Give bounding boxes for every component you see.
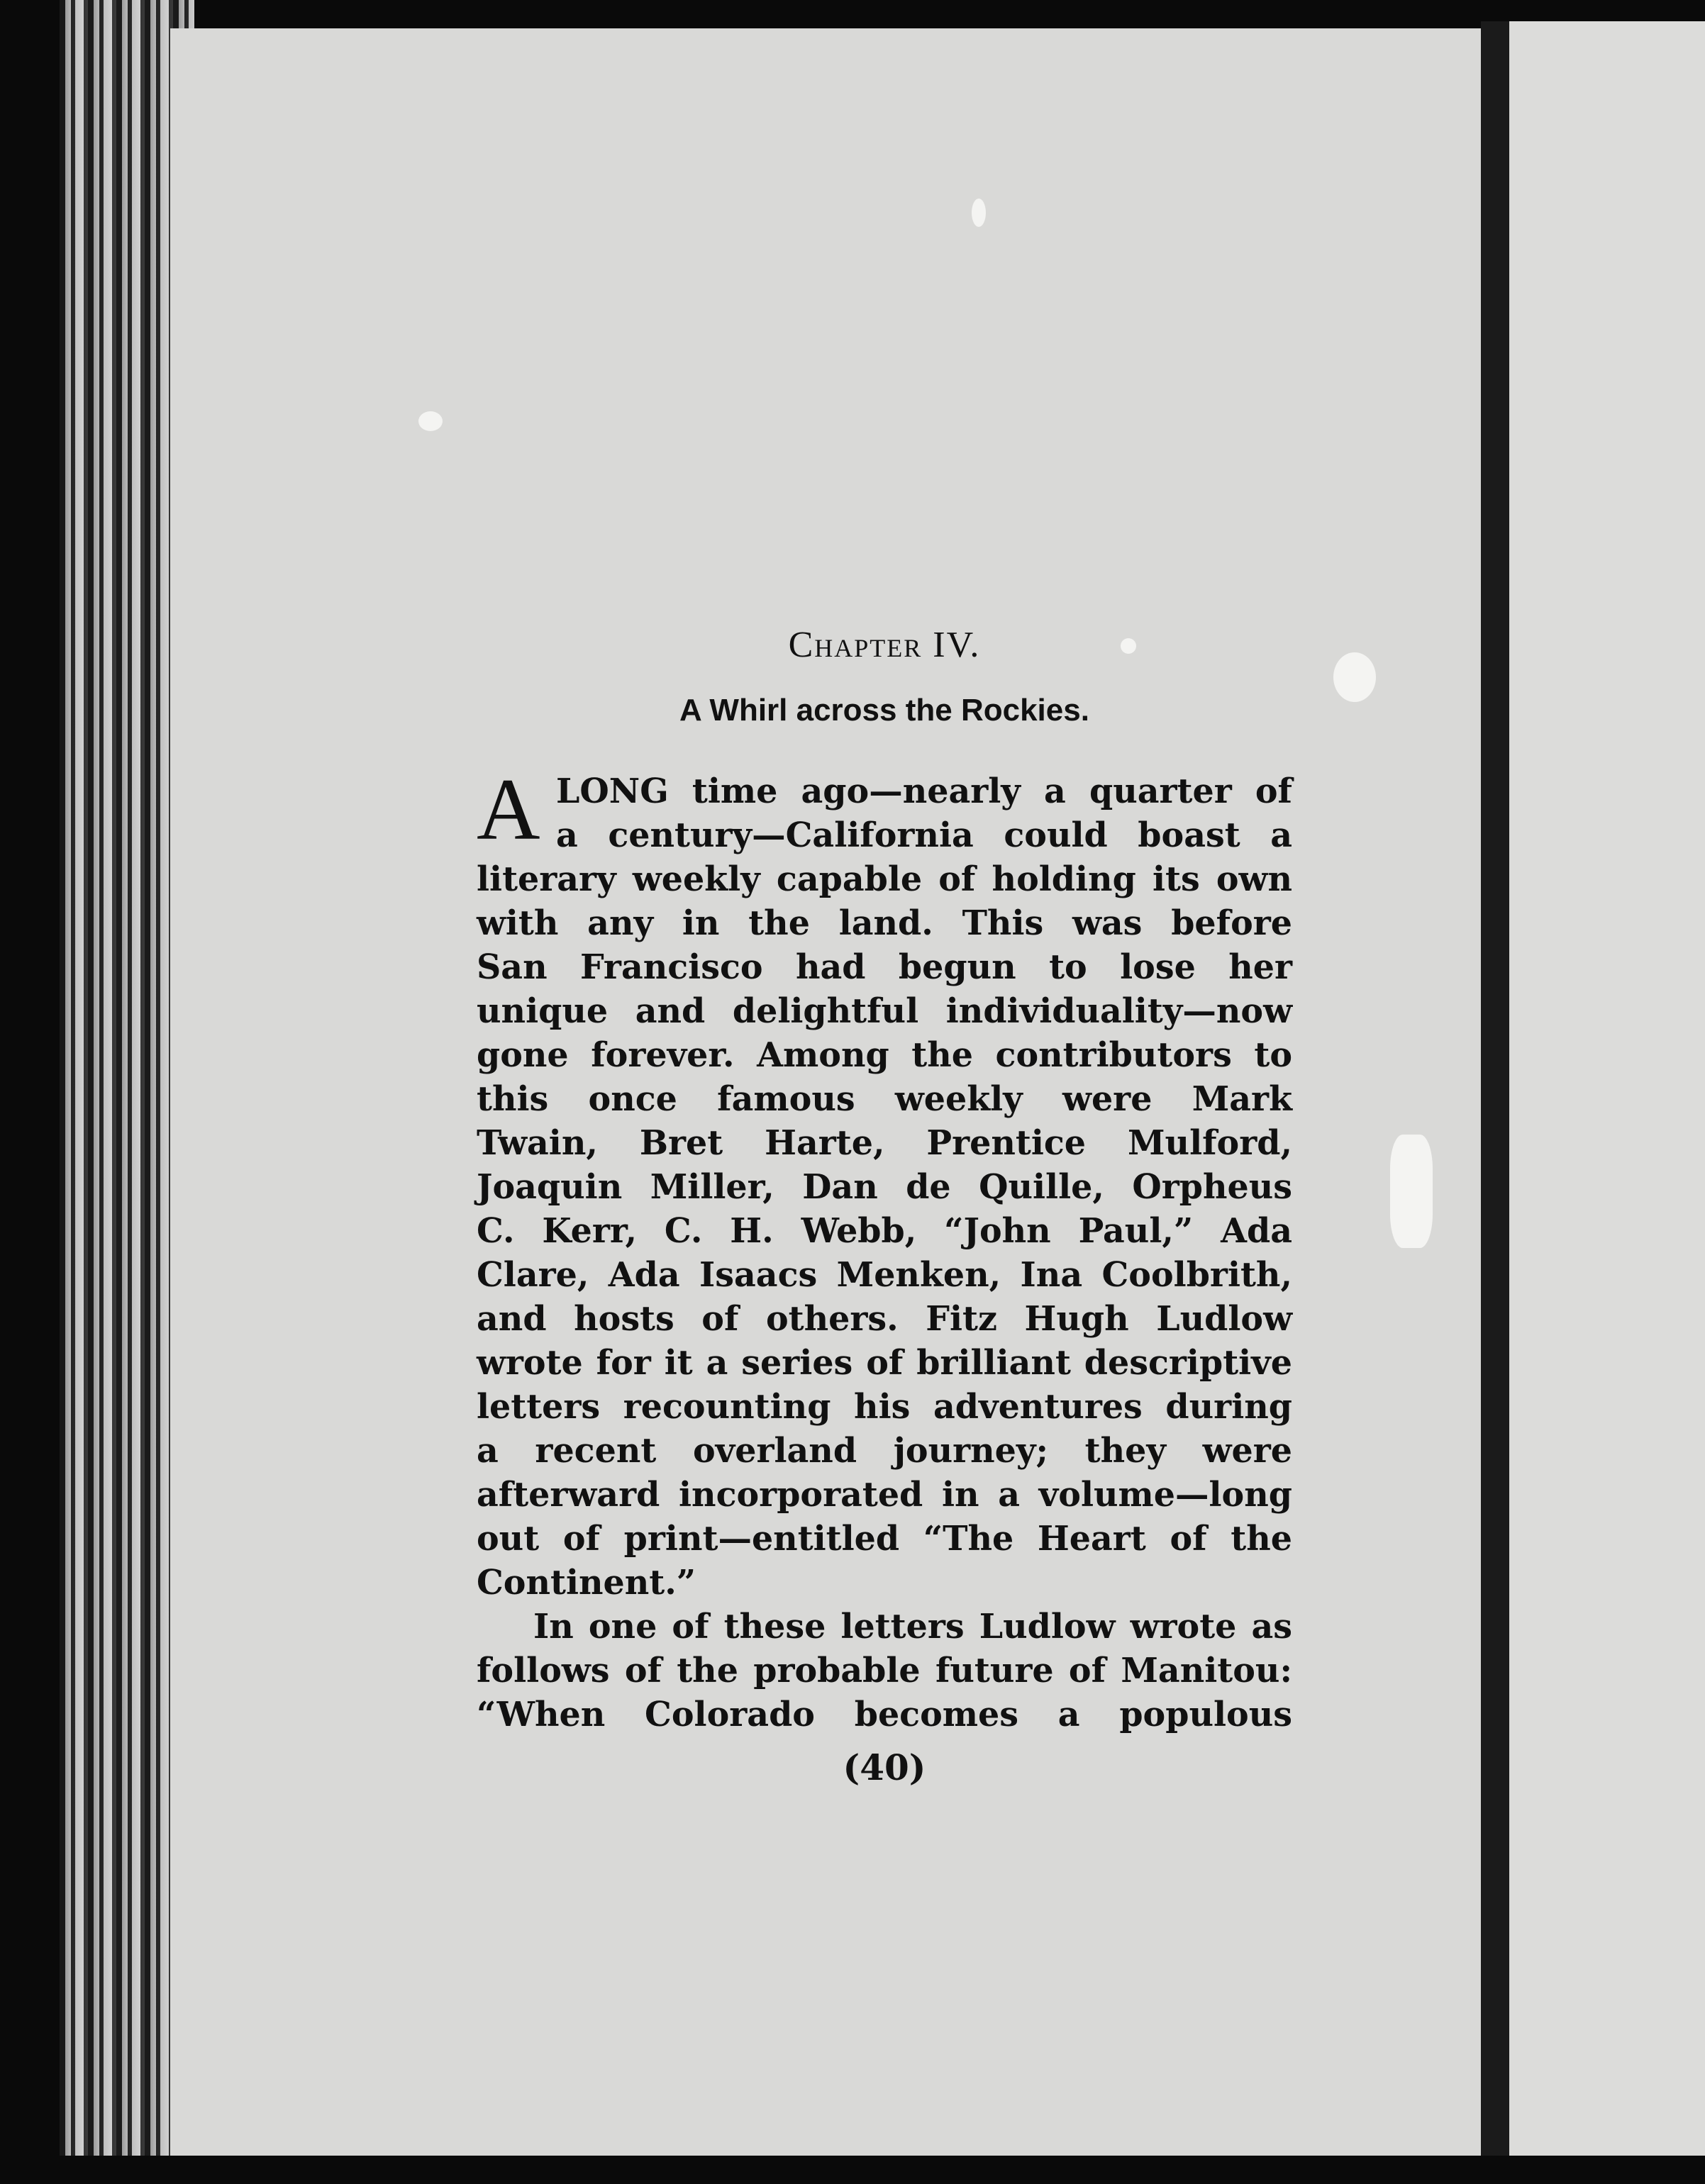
text-line: Joaquin Miller, Dan de Quille, Orpheus xyxy=(477,1167,1292,1207)
text-line: with any in the land. This was before xyxy=(477,903,1292,943)
text-line: follows of the probable future of Manitou: xyxy=(477,1651,1292,1690)
text-line: C. Kerr, C. H. Webb, “John Paul,” Ada xyxy=(477,1211,1292,1251)
scan-bottom-edge xyxy=(0,2156,1705,2184)
text-line: In one of these letters Ludlow wrote as xyxy=(533,1607,1292,1647)
text-line: a century—California could boast a xyxy=(556,815,1292,855)
page-number: (40) xyxy=(843,1746,926,1788)
page-text-block xyxy=(477,624,1292,1788)
scan-speck xyxy=(418,411,443,431)
text-line: San Francisco had begun to lose her xyxy=(477,947,1292,987)
text-line: letters recounting his adventures during xyxy=(477,1387,1292,1427)
text-line: gone forever. Among the contributors to xyxy=(477,1035,1292,1075)
scan-speck xyxy=(972,199,986,227)
text-line: wrote for it a series of brilliant descriptive xyxy=(477,1343,1292,1383)
text-line: Twain, Bret Harte, Prentice Mulford, xyxy=(477,1123,1292,1163)
text-line: afterward incorporated in a volume—long xyxy=(477,1475,1292,1515)
drop-cap: A xyxy=(477,761,540,858)
text-line: “When Colorado becomes a populous xyxy=(477,1695,1292,1734)
text-line: unique and delightful individuality—now xyxy=(477,991,1292,1031)
chapter-subtitle: A Whirl across the Rockies. xyxy=(679,693,1089,728)
scan-speck xyxy=(1390,1135,1433,1248)
text-line: literary weekly capable of holding its own xyxy=(477,859,1292,899)
paragraph-1 xyxy=(477,761,1292,1605)
text-line: Continent.” xyxy=(477,1563,696,1603)
text-line: a recent overland journey; they were xyxy=(477,1431,1292,1471)
facing-page-edge xyxy=(1509,21,1705,2184)
paragraph-2 xyxy=(477,1605,1292,1737)
text-line: Clare, Ada Isaacs Menken, Ina Coolbrith, xyxy=(477,1255,1292,1295)
text-line: and hosts of others. Fitz Hugh Ludlow xyxy=(477,1299,1292,1339)
chapter-heading: Chapter IV. xyxy=(788,625,981,665)
text-line: this once famous weekly were Mark xyxy=(477,1079,1292,1119)
text-line: LONG time ago—nearly a quarter of xyxy=(556,771,1292,811)
binding-bar-right xyxy=(1481,21,1509,2163)
text-line: out of print—entitled “The Heart of the xyxy=(477,1519,1292,1559)
scan-speck xyxy=(1333,652,1376,702)
